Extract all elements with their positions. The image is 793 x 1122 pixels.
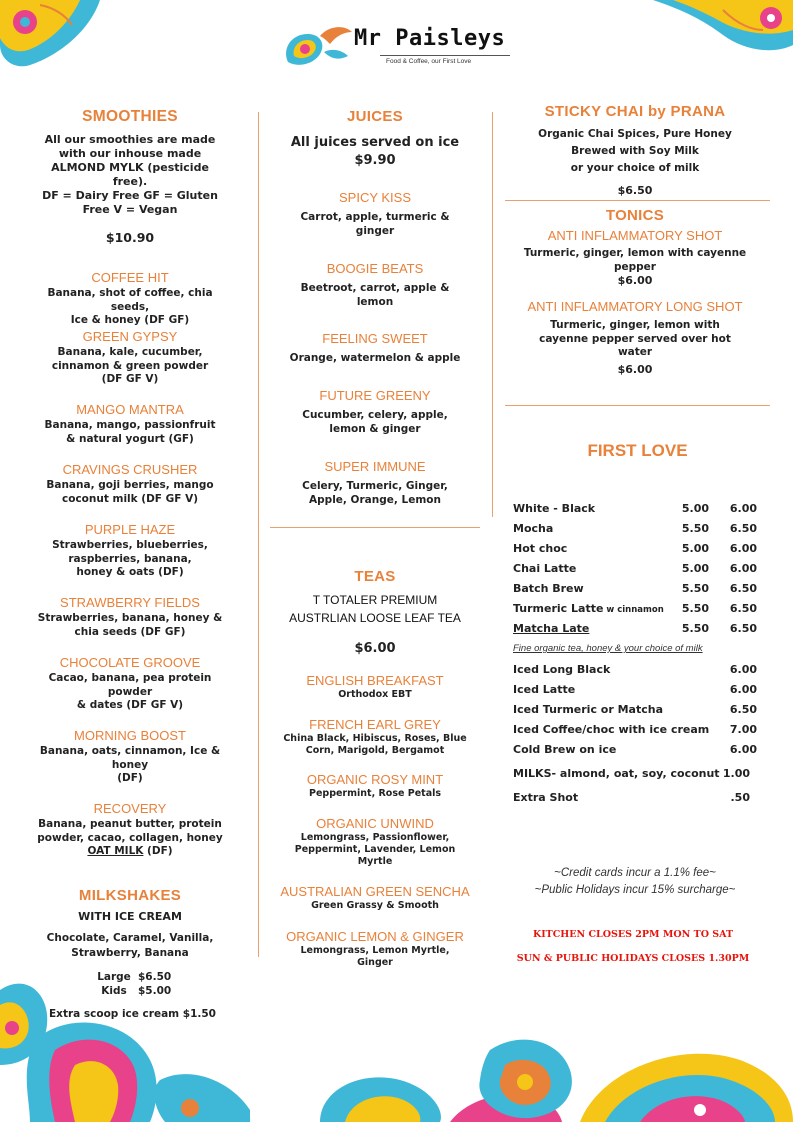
tonics-section — [500, 207, 770, 376]
smoothie-desc-line: (DF GF V) — [101, 373, 159, 385]
juices-note: All juices served on ice — [290, 135, 460, 150]
tea-name: FRENCH EARL GREY — [309, 717, 441, 732]
teas-subtitle — [270, 591, 480, 627]
tonic-price: $6.00 — [617, 274, 653, 287]
kitchen-hours-line: SUN & PUBLIC HOLIDAYS CLOSES 1.30PM — [516, 953, 750, 964]
smoothie-desc — [30, 346, 230, 387]
tea-item — [270, 929, 480, 969]
smoothie-desc-line: chia seeds (DF GF) — [74, 625, 186, 638]
size-price: $5.00 — [138, 984, 172, 997]
tea-desc — [270, 900, 480, 912]
smoothie-item — [30, 402, 230, 446]
tea-name: AUSTRALIAN GREEN SENCHA — [280, 884, 470, 899]
coffee-row — [513, 502, 765, 522]
juice-desc-line: Carrot, apple, turmeric & — [300, 211, 450, 223]
tea-item — [270, 673, 480, 701]
smoothie-desc — [30, 745, 230, 786]
smoothie-name: GREEN GYPSY — [82, 329, 178, 344]
smoothie-desc-line: coconut milk (DF GF V) — [62, 492, 198, 505]
milks-name: MILKS- almond, oat, soy, coconut — [513, 767, 720, 780]
juice-item — [270, 331, 480, 366]
juices-title: JUICES — [347, 108, 403, 125]
smoothies-price: $10.90 — [105, 230, 155, 245]
milkshake-flavour-line: Chocolate, Caramel, Vanilla, — [46, 931, 214, 944]
smoothie-desc-line: raspberries, banana, — [68, 552, 192, 565]
coffee-price-large: 6.50 — [729, 582, 757, 595]
tonic-price: $6.00 — [617, 362, 653, 376]
extra-shot-name: Extra Shot — [513, 791, 579, 804]
brand-tagline: Food & Coffee, our First Love — [386, 58, 472, 65]
chai-price: $6.50 — [617, 184, 653, 197]
coffee-price-regular: 5.50 — [681, 622, 709, 635]
juice-desc-line: lemon — [356, 295, 394, 308]
size-label: Kids — [101, 984, 127, 997]
brand-logo-paisley — [280, 22, 354, 70]
fee-note-line: ~Credit cards incur a 1.1% fee~ — [554, 867, 716, 879]
smoothie-desc-line: Banana, oats, cinnamon, Ice & — [39, 745, 221, 757]
teas-title: TEAS — [354, 568, 396, 585]
smoothie-desc-suffix: (DF) — [143, 845, 173, 857]
smoothie-desc-line: powder — [107, 685, 153, 698]
tonic-desc — [500, 247, 770, 274]
juice-desc-line: Orange, watermelon & apple — [289, 352, 461, 364]
smoothie-item — [24, 801, 236, 859]
tea-desc — [270, 945, 480, 969]
smoothie-name: PURPLE HAZE — [84, 522, 176, 537]
teas-subtitle-line: T TOTALER PREMIUM — [312, 593, 438, 607]
juice-item — [270, 388, 480, 436]
smoothies-section — [30, 108, 230, 245]
tonic-name: ANTI INFLAMMATORY SHOT — [547, 228, 723, 243]
tea-desc — [270, 832, 480, 868]
juice-name: SUPER IMMUNE — [324, 459, 426, 474]
smoothies-intro-line: All our smoothies are made — [44, 133, 216, 146]
coffee-name: Batch Brew — [513, 582, 584, 595]
coffee-name: Hot choc — [513, 542, 568, 555]
iced-price: 6.00 — [729, 743, 757, 756]
iced-row — [513, 703, 765, 723]
extra-shot-row — [513, 791, 765, 811]
smoothie-desc-line: powder, cacao, collagen, honey — [37, 831, 223, 844]
juice-desc-line: lemon & ginger — [329, 422, 421, 435]
tea-desc — [270, 788, 480, 800]
smoothie-desc — [30, 419, 230, 446]
column-divider-right — [492, 112, 493, 517]
smoothie-name: RECOVERY — [93, 801, 167, 816]
juice-item — [270, 261, 480, 309]
tonic-desc — [500, 319, 770, 360]
juice-desc-line: ginger — [355, 224, 395, 237]
chai-section — [500, 103, 770, 197]
milkshake-flavour-line: Strawberry, Banana — [71, 946, 189, 959]
kitchen-hours — [497, 923, 769, 971]
first-love-title: FIRST LOVE — [587, 441, 688, 460]
coffee-name: White - Black — [513, 502, 596, 515]
teas-section — [270, 568, 480, 656]
iced-name: Iced Turmeric or Matcha — [513, 703, 664, 716]
iced-name: Iced Coffee/choc with ice cream — [513, 723, 710, 736]
smoothies-intro-line: free). — [112, 175, 148, 188]
coffee-price-regular: 5.00 — [681, 502, 709, 515]
chai-desc-line: Organic Chai Spices, Pure Honey — [538, 128, 732, 140]
kitchen-hours-line: KITCHEN CLOSES 2PM MON TO SAT — [532, 929, 734, 940]
tea-item — [270, 816, 480, 868]
tea-desc-line: Ginger — [357, 957, 393, 968]
juices-section — [270, 108, 480, 168]
smoothie-name: STRAWBERRY FIELDS — [60, 595, 200, 610]
juice-item — [270, 459, 480, 507]
smoothie-item — [30, 329, 230, 387]
iced-row — [513, 683, 765, 703]
iced-price: 7.00 — [729, 723, 757, 736]
smoothie-desc-line: Banana, goji berries, mango — [46, 479, 214, 491]
juice-name: FEELING SWEET — [322, 331, 428, 346]
tonic-desc-line: water — [617, 346, 653, 358]
tonic-desc-line: cayenne pepper served over hot — [539, 332, 731, 345]
chai-tonics-divider — [505, 200, 770, 201]
tea-desc-line: Peppermint, Rose Petals — [308, 788, 442, 799]
tea-desc-line: Peppermint, Lavender, Lemon — [294, 844, 456, 855]
coffee-price-regular: 5.00 — [681, 562, 709, 575]
coffee-row — [513, 542, 765, 562]
tea-item — [270, 772, 480, 800]
milkshakes-subtitle: WITH ICE CREAM — [78, 910, 182, 923]
smoothie-name: MORNING BOOST — [74, 728, 186, 743]
smoothie-desc-line: Cacao, banana, pea protein — [48, 672, 212, 684]
smoothie-desc-line: & natural yogurt (GF) — [66, 432, 194, 445]
juice-desc — [270, 211, 480, 238]
tea-name: ORGANIC LEMON & GINGER — [286, 929, 464, 944]
tea-desc-line: Corn, Marigold, Bergamot — [305, 745, 445, 756]
smoothie-desc-line: Ice & honey (DF GF) — [70, 314, 190, 326]
size-price: $6.50 — [138, 971, 172, 983]
coffee-name: Chai Latte — [513, 562, 577, 575]
iced-name: Iced Latte — [513, 683, 576, 696]
coffee-price-regular: 5.00 — [681, 542, 709, 555]
size-label: Large — [97, 971, 131, 983]
juice-desc — [270, 409, 480, 436]
coffee-row — [513, 522, 765, 542]
milks-row — [513, 767, 765, 787]
smoothie-item — [30, 595, 230, 639]
milks-price: 1.00 — [722, 767, 750, 780]
tonic-name: ANTI INFLAMMATORY LONG SHOT — [527, 299, 743, 314]
tea-desc-line: China Black, Hibiscus, Roses, Blue — [283, 733, 467, 744]
smoothies-intro-line: Free V = Vegan — [82, 203, 178, 216]
juice-desc-line: Cucumber, celery, apple, — [302, 409, 448, 421]
oat-milk-underlined: OAT MILK — [87, 845, 144, 857]
smoothies-intro-line: DF = Dairy Free GF = Gluten — [42, 189, 218, 202]
coffee-price-regular: 5.50 — [681, 582, 709, 595]
coffee-name-note: w cinnamon — [603, 605, 664, 615]
iced-name: Iced Long Black — [513, 663, 611, 676]
juice-item — [270, 190, 480, 238]
milkshakes-title: MILKSHAKES — [78, 887, 182, 904]
iced-row — [513, 743, 765, 763]
tea-name: ORGANIC ROSY MINT — [306, 772, 444, 787]
juices-teas-divider — [270, 527, 480, 528]
milkshakes-flavours — [30, 931, 230, 961]
milkshake-size-row — [90, 985, 190, 999]
smoothie-desc — [30, 672, 230, 713]
juice-desc-line: Beetroot, carrot, apple & — [300, 282, 450, 294]
tea-item — [270, 717, 480, 757]
tea-desc — [270, 733, 480, 757]
smoothie-desc-line — [24, 845, 236, 859]
paisley-decoration-top-right — [653, 0, 793, 60]
smoothie-desc-line: Strawberries, banana, honey & — [37, 612, 223, 624]
tea-desc-line: Lemongrass, Lemon Myrtle, — [300, 945, 450, 956]
brand-name: Mr Paisleys — [354, 26, 506, 51]
tonic-desc-line: Turmeric, ginger, lemon with — [550, 319, 720, 331]
extra-shot-price: .50 — [730, 791, 750, 804]
tea-desc-line: Green Grassy & Smooth — [311, 900, 439, 911]
fee-note-line: ~Public Holidays incur 15% surcharge~ — [534, 884, 736, 896]
smoothie-desc-line: cinnamon & green powder — [51, 359, 209, 372]
tea-desc-line: Myrtle — [357, 856, 393, 867]
teas-subtitle-line: AUSTRLIAN LOOSE LEAF TEA — [289, 611, 461, 625]
iced-row — [513, 723, 765, 743]
juice-name: BOOGIE BEATS — [326, 261, 424, 276]
smoothie-desc-line: Banana, mango, passionfruit — [44, 419, 216, 431]
paisley-decoration-bottom-right — [260, 1010, 793, 1122]
smoothies-title: SMOOTHIES — [82, 108, 178, 125]
smoothie-name: CRAVINGS CRUSHER — [62, 462, 198, 477]
coffee-price-large: 6.00 — [729, 562, 757, 575]
chai-title: STICKY CHAI by PRANA — [544, 103, 726, 120]
smoothie-item — [30, 270, 230, 328]
smoothie-desc-line: Banana, shot of coffee, chia seeds, — [47, 287, 213, 313]
first-love-note: Fine organic tea, honey & your choice of milk — [513, 643, 703, 654]
milkshake-sizes — [90, 971, 190, 998]
tea-name: ENGLISH BREAKFAST — [306, 673, 444, 688]
smoothie-desc — [30, 479, 230, 506]
smoothie-desc-line: & dates (DF GF V) — [76, 699, 184, 711]
smoothie-desc-line: Banana, peanut butter, protein — [38, 818, 222, 830]
coffee-price-regular: 5.50 — [681, 602, 709, 615]
smoothie-desc — [30, 612, 230, 639]
coffee-row — [513, 602, 765, 622]
juice-name: FUTURE GREENY — [319, 388, 431, 403]
smoothie-item — [30, 655, 230, 713]
juice-desc — [270, 352, 480, 366]
coffee-price-large: 6.00 — [729, 542, 757, 555]
coffee-price-large: 6.50 — [729, 602, 757, 615]
smoothies-intro-line: with our inhouse made — [58, 147, 202, 160]
coffee-price-large: 6.50 — [729, 522, 757, 535]
tea-desc-line: Orthodox EBT — [338, 689, 412, 700]
iced-row — [513, 663, 765, 683]
juice-desc-line: Celery, Turmeric, Ginger, — [302, 480, 448, 492]
coffee-name-main: Turmeric Latte — [513, 602, 604, 615]
smoothie-desc-line: honey — [111, 758, 149, 771]
coffee-row — [513, 562, 765, 582]
brand-underline — [380, 55, 510, 56]
smoothie-item — [30, 462, 230, 506]
coffee-price-large: 6.50 — [729, 622, 757, 635]
chai-desc — [500, 126, 770, 177]
iced-price: 6.00 — [729, 663, 757, 676]
coffee-row — [513, 582, 765, 602]
coffee-name: Mocha — [513, 522, 554, 535]
smoothie-desc-line: Banana, kale, cucumber, — [57, 346, 203, 358]
milkshakes-section — [30, 887, 230, 961]
juice-name: SPICY KISS — [338, 190, 411, 205]
juice-desc-line: Apple, Orange, Lemon — [309, 493, 441, 506]
smoothie-name: CHOCOLATE GROOVE — [59, 655, 201, 670]
milkshake-extra-scoop: Extra scoop ice cream $1.50 — [49, 1008, 216, 1020]
coffee-name — [513, 602, 664, 615]
chai-desc-line: or your choice of milk — [570, 162, 700, 174]
smoothie-desc — [30, 539, 230, 580]
smoothie-name: MANGO MANTRA — [76, 402, 184, 417]
tonic-desc-line: Turmeric, ginger, lemon with cayenne — [523, 247, 747, 259]
iced-name: Cold Brew on ice — [513, 743, 617, 756]
juice-desc — [270, 480, 480, 507]
tea-name: ORGANIC UNWIND — [316, 816, 434, 831]
coffee-row — [513, 622, 765, 642]
smoothie-item — [30, 728, 230, 786]
tea-desc-line: Lemongrass, Passionflower, — [300, 832, 450, 843]
iced-price: 6.50 — [729, 703, 757, 716]
smoothie-item — [30, 522, 230, 580]
tea-desc — [270, 689, 480, 701]
chai-desc-line: Brewed with Soy Milk — [571, 145, 699, 157]
smoothie-name: COFFEE HIT — [91, 270, 169, 285]
tonics-firstlove-divider — [505, 405, 770, 406]
smoothie-desc-line: (DF) — [117, 772, 143, 784]
tonic-desc-line: pepper — [614, 260, 656, 273]
column-divider-left — [258, 112, 259, 957]
smoothie-desc — [24, 818, 236, 859]
tea-item — [270, 884, 480, 912]
smoothies-intro-line: ALMOND MYLK (pesticide — [51, 161, 209, 174]
coffee-price-large: 6.00 — [729, 502, 757, 515]
paisley-decoration-top-left — [0, 0, 100, 75]
smoothie-desc-line: honey & oats (DF) — [76, 566, 184, 578]
smoothies-intro — [30, 133, 230, 217]
juice-desc — [270, 282, 480, 309]
fee-notes — [500, 865, 770, 899]
juices-price: $9.90 — [354, 153, 396, 168]
iced-price: 6.00 — [729, 683, 757, 696]
milkshake-size-row — [90, 971, 190, 985]
smoothie-desc-line: Strawberries, blueberries, — [52, 539, 208, 551]
tonics-title: TONICS — [605, 207, 665, 224]
coffee-price-regular: 5.50 — [681, 522, 709, 535]
smoothie-desc — [30, 287, 230, 328]
coffee-name: Matcha Late — [513, 622, 590, 635]
teas-price: $6.00 — [354, 641, 396, 656]
